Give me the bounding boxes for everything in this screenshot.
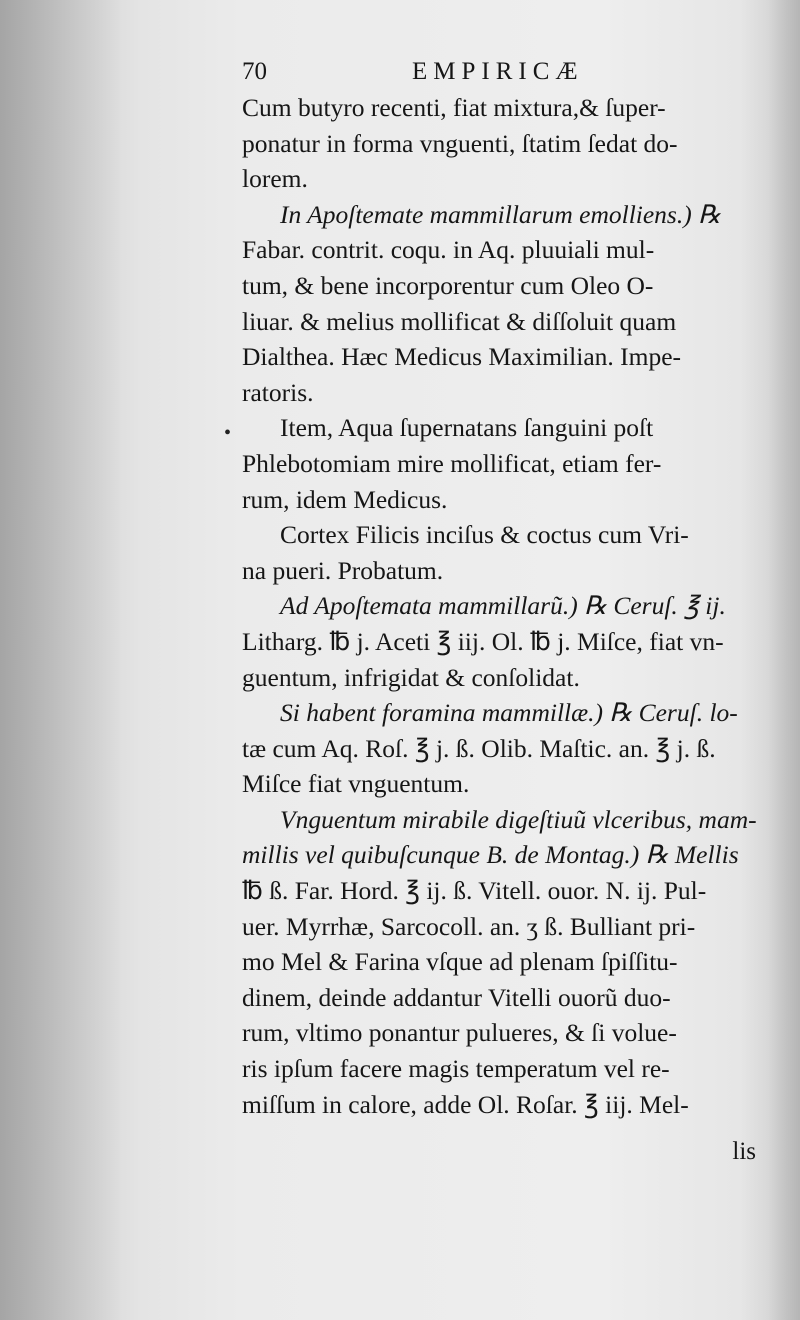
catchword: lis	[732, 1138, 756, 1165]
text-line: millis vel quibuſcunque B. de Montag.) ℞ Mellis	[242, 840, 739, 870]
text-line: ratoris.	[242, 377, 314, 407]
text-line: Litharg. ℔ j. Aceti ℥ iij. Ol. ℔ j. Miſce, fiat vn-	[242, 626, 724, 656]
margin-mark: •	[224, 422, 232, 444]
text-line: Si habent foramina mammillæ.) ℞ Ceruſ. lo-	[280, 698, 738, 728]
text-line: ℔ ß. Far. Hord. ℥ ij. ß. Vitell. ouor. N. ij. Pul-	[242, 876, 707, 906]
text-line: Vnguentum mirabile digeſtiuũ vlceribus, mam-	[280, 804, 757, 834]
text-line: mo Mel & Farina vſque ad plenam ſpiſſitu-	[242, 947, 678, 977]
text-line: Dialthea. Hæc Medicus Maximilian. Impe-	[242, 342, 682, 372]
text-lines	[242, 90, 762, 1122]
text-line: ponatur in forma vnguenti, ſtatim ſedat do-	[242, 128, 678, 158]
text-line: ris ipſum facere magis temperatum vel re-	[242, 1054, 670, 1084]
page-header	[242, 48, 762, 90]
text-line: rum, vltimo ponantur pulueres, & ſi volue-	[242, 1018, 677, 1048]
text-line: tæ cum Aq. Roſ. ℥ j. ß. Olib. Maſtic. an. ℥ j. ß.	[242, 733, 716, 763]
running-head: EMPIRICÆ	[412, 58, 584, 86]
text-block	[242, 48, 762, 1122]
page-gutter-shadow	[0, 0, 120, 1320]
text-line: rum, idem Medicus.	[242, 484, 448, 514]
text-line: Miſce fiat vnguentum.	[242, 769, 470, 799]
text-line: Cum butyro recenti, fiat mixtura,& ſuper-	[242, 93, 666, 122]
text-line: In Apoſtemate mammillarum emolliens.) ℞	[280, 199, 721, 229]
text-line: Fabar. contrit. coqu. in Aq. pluuiali mul-	[242, 235, 655, 265]
text-line: uer. Myrrhæ, Sarcocoll. an. ʒ ß. Bulliant pri-	[242, 911, 696, 941]
text-line: guentum, infrigidat & conſolidat.	[242, 662, 580, 692]
text-line: Ad Apoſtemata mammillarũ.) ℞ Ceruſ. ℥ ij.	[280, 591, 726, 621]
page-number: 70	[242, 58, 267, 86]
text-line: na pueri. Probatum.	[242, 555, 444, 585]
text-line: Phlebotomiam mire mollificat, etiam fer-	[242, 448, 662, 478]
text-line: tum, & bene incorporentur cum Oleo O-	[242, 270, 654, 300]
text-line: miſſum in calore, adde Ol. Roſar. ℥ iij. Mel-	[242, 1089, 689, 1119]
text-line: Item, Aqua ſupernatans ſanguini poſt	[280, 413, 654, 443]
text-line: lorem.	[242, 164, 308, 194]
text-line: Cortex Filicis inciſus & coctus cum Vri-	[280, 520, 689, 550]
text-line: dinem, deinde addantur Vitelli ouorũ duo-	[242, 982, 671, 1012]
text-line: liuar. & melius mollificat & diſſoluit quam	[242, 306, 677, 336]
page-edge-shadow	[768, 0, 800, 1320]
